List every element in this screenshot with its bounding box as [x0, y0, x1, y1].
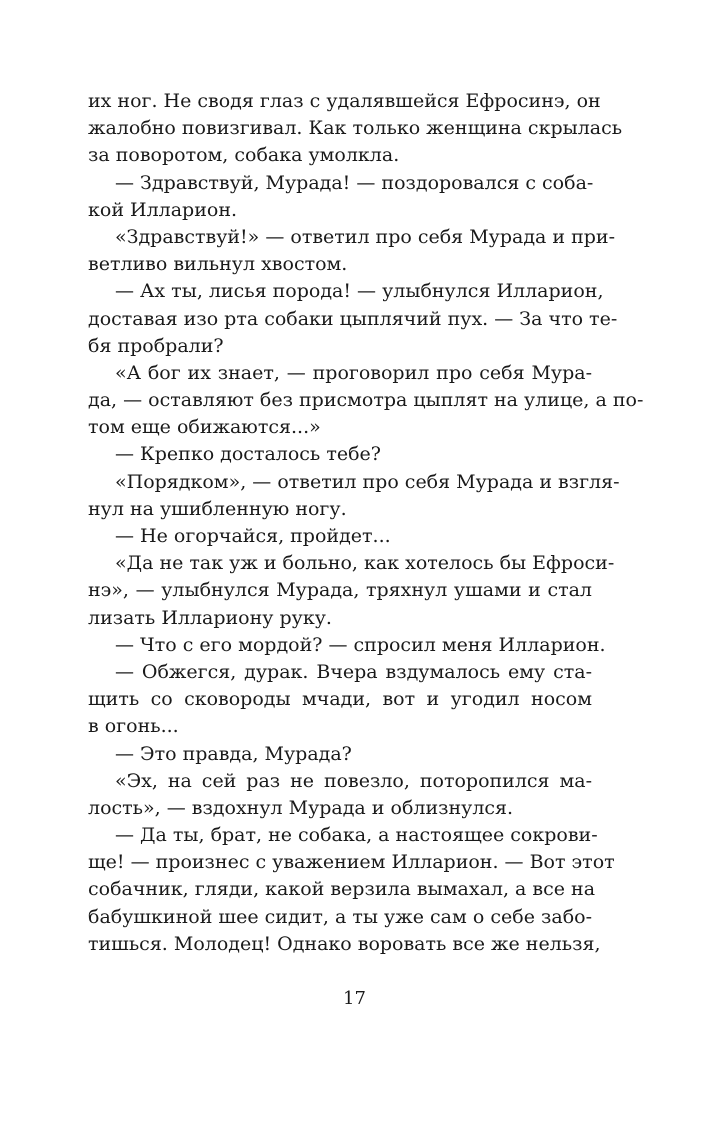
text-line: лизать Иллариону руку. — [88, 606, 332, 629]
text-line: — Что с его мордой? — спросил меня Илларион. — [115, 633, 606, 656]
text-line: нул на ушибленную ногу. — [88, 497, 347, 520]
text-line: да, — оставляют без присмотра цыплят на улице, а по- — [88, 389, 644, 412]
text-line: жалобно повизгивал. Как только женщина скрылась — [88, 117, 623, 140]
text-line: «Здравствуй!» — ответил про себя Мурада и при- — [115, 225, 616, 248]
text-line: их ног. Не сводя глаз с удалявшейся Ефросинэ, он — [88, 90, 601, 112]
text-line: «Да не так уж и больно, как хотелось бы Ефроси- — [115, 552, 615, 575]
text-line: бя пробрали? — [88, 334, 224, 357]
text-line: «Порядком», — ответил про себя Мурада и взгля- — [115, 470, 620, 493]
text-line: собачник, гляди, какой верзила вымахал, а все на — [88, 878, 596, 901]
text-line: «А бог их знает, — проговорил про себя Мура- — [115, 361, 592, 384]
page-number: 17 — [343, 988, 366, 1009]
text-line: — Обжегся, дурак. Вчера вздумалось ему ста- — [115, 660, 592, 683]
text-line: — Не огорчайся, пройдет... — [115, 525, 391, 547]
text-line: — Ах ты, лисья порода! — улыбнулся Илларион, — [115, 280, 604, 303]
text-line: ще! — произнес с уважением Илларион. — Вот этот — [88, 851, 615, 874]
text-line: кой Илларион. — [88, 198, 238, 221]
body-text — [88, 88, 644, 958]
text-line: — Крепко досталось тебе? — [115, 443, 381, 466]
text-line: — Здравствуй, Мурада! — поздоровался с соба- — [115, 171, 594, 194]
text-line: — Это правда, Мурада? — [115, 742, 352, 765]
text-line: «Эх, на сей раз не повезло, поторопился ма- — [115, 769, 592, 792]
text-line: — Да ты, брат, не собака, а настоящее сокрови- — [115, 824, 598, 847]
text-line: бабушкиной шее сидит, а ты уже сам о себе забо- — [88, 905, 592, 928]
text-line: нэ», — улыбнулся Мурада, тряхнул ушами и стал — [88, 579, 592, 602]
text-line: доставая изо рта собаки цыплячий пух. — За что те- — [88, 307, 618, 330]
text-line: лость», — вздохнул Мурада и облизнулся. — [88, 796, 514, 819]
text-line: щить со сковороды мчади, вот и угодил носом — [88, 688, 592, 711]
text-line: том еще обижаются...» — [88, 416, 321, 439]
text-line: в огонь... — [88, 715, 179, 738]
text-line: тишься. Молодец! Однако воровать все же нельзя, — [88, 932, 601, 955]
text-line: ветливо вильнул хвостом. — [88, 253, 348, 276]
text-line: за поворотом, собака умолкла. — [88, 144, 400, 167]
